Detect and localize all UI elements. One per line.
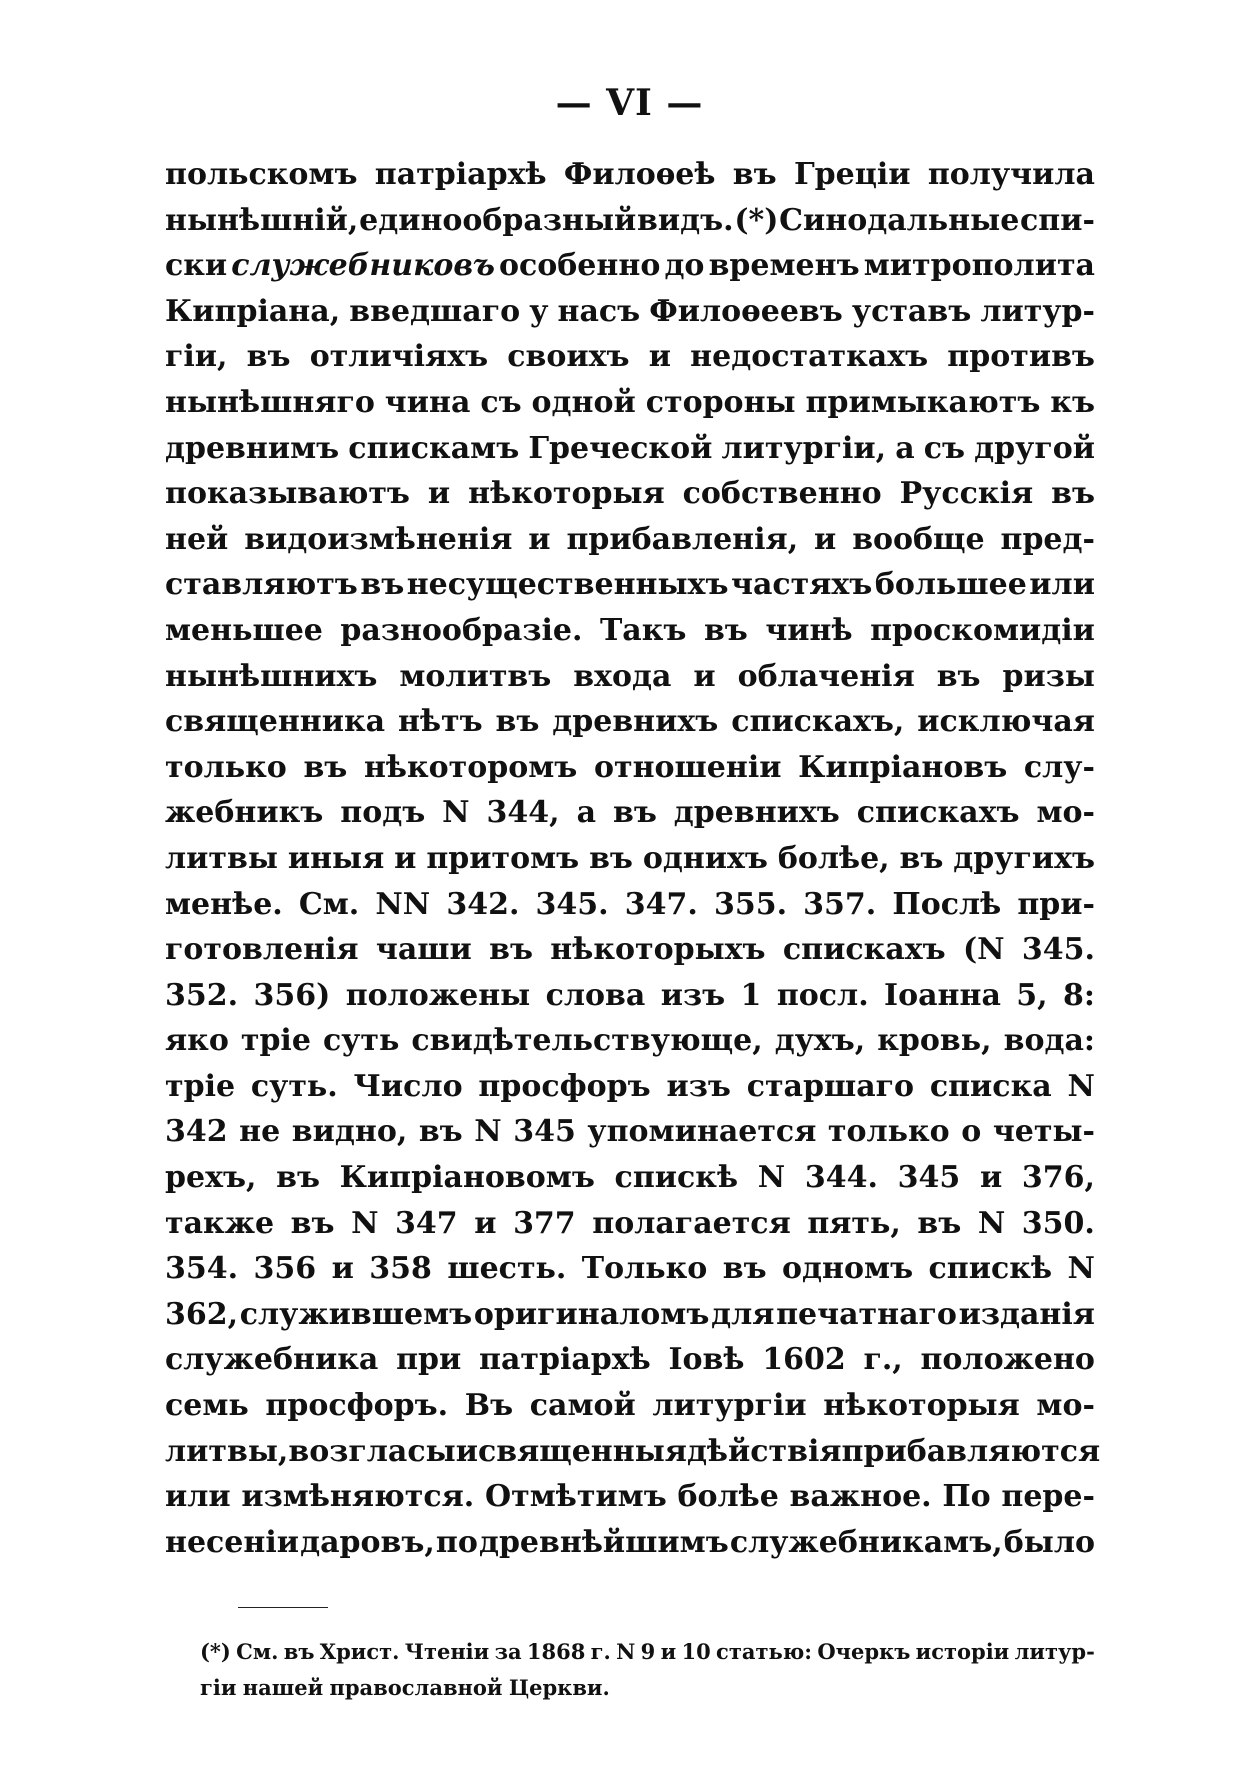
text-line-1: польскомъ патріархѣ Филоѳеѣ въ Греціи получила bbox=[165, 157, 1095, 192]
text-line-22: 342 не видно, въ N 345 упоминается только о четы- bbox=[165, 1114, 1095, 1150]
text-line-26: 362, служившемъ оригиналомъ для печатнаго изданія bbox=[165, 1296, 1095, 1332]
text-line-3: ски служебниковъ особенно до временъ митрополита bbox=[165, 248, 1095, 284]
text-line-9: ней видоизмѣненія и прибавленія, и вообще пред- bbox=[165, 521, 1095, 557]
text-line-12: нынѣшнихъ молитвъ входа и облаченія въ ризы bbox=[165, 658, 1095, 694]
text-line-27: служебника при патріархѣ Іовѣ 1602 г., положено bbox=[165, 1342, 1095, 1378]
text-line-2: нынѣшній, единообразный видъ. (*) Синодальные спи- bbox=[165, 202, 1095, 238]
text-line-28: семь просфоръ. Въ самой литургіи нѣкоторыя мо- bbox=[165, 1388, 1095, 1424]
text-line-17: менѣе. См. NN 342. 345. 347. 355. 357. Послѣ при- bbox=[165, 886, 1095, 922]
text-line-6: нынѣшняго чина съ одной стороны примыкаютъ къ bbox=[165, 384, 1095, 420]
text-line-5: гіи, въ отличіяхъ своихъ и недостаткахъ противъ bbox=[165, 339, 1095, 375]
text-line-20: яко тріе суть свидѣтельствующе, духъ, кровь, вода: bbox=[165, 1023, 1095, 1059]
text-line-4: Кипріана, введшаго у насъ Филоѳеевъ уставъ литур- bbox=[165, 293, 1095, 329]
footnote-line-2: гіи нашей православной Церкви. bbox=[200, 1675, 610, 1700]
text-line-16: литвы иныя и притомъ въ однихъ болѣе, въ другихъ bbox=[165, 840, 1095, 876]
footnote-line-1: (*) См. въ Христ. Чтеніи за 1868 г. N 9 и 10 статью: Очеркъ исторіи литур- bbox=[200, 1639, 1095, 1664]
text-line-18: готовленія чаши въ нѣкоторыхъ спискахъ (N 345. bbox=[165, 932, 1095, 968]
text-line-24: также въ N 347 и 377 полагается пять, въ N 350. bbox=[165, 1205, 1095, 1241]
body-text bbox=[165, 152, 1101, 1565]
footnote bbox=[200, 1634, 1095, 1706]
text-line-23: рехъ, въ Кипріановомъ спискѣ N 344. 345 и 376, bbox=[165, 1160, 1095, 1196]
text-line-14: только въ нѣкоторомъ отношеніи Кипріановъ слу- bbox=[165, 749, 1095, 785]
text-line-30: или измѣняются. Отмѣтимъ болѣе важное. По пере- bbox=[165, 1479, 1095, 1515]
text-line-7: древнимъ спискамъ Греческой литургіи, а съ другой bbox=[165, 430, 1095, 466]
footnote-divider bbox=[238, 1607, 328, 1608]
text-line-8: показываютъ и нѣкоторыя собственно Русскія въ bbox=[165, 476, 1095, 512]
page-number: — VI — bbox=[555, 82, 704, 124]
text-line-10: ставляютъ въ несущественныхъ частяхъ большее или bbox=[165, 567, 1095, 603]
text-line-29: литвы, возгласы и священныя дѣйствія прибавляются bbox=[165, 1433, 1101, 1469]
text-line-31: несеніи даровъ, по древнѣйшимъ служебникамъ, было bbox=[165, 1524, 1095, 1560]
text-line-21: тріе суть. Число просфоръ изъ старшаго списка N bbox=[165, 1068, 1095, 1104]
text-line-11: меньшее разнообразіе. Такъ въ чинѣ проскомидіи bbox=[165, 612, 1095, 648]
text-line-19: 352. 356) положены слова изъ 1 посл. Іоанна 5, 8: bbox=[165, 977, 1095, 1013]
text-line-25: 354. 356 и 358 шесть. Только въ одномъ спискѣ N bbox=[165, 1251, 1095, 1287]
text-line-15: жебникъ подъ N 344, а въ древнихъ спискахъ мо- bbox=[165, 795, 1095, 831]
text-line-13: священника нѣтъ въ древнихъ спискахъ, исключая bbox=[165, 704, 1095, 740]
